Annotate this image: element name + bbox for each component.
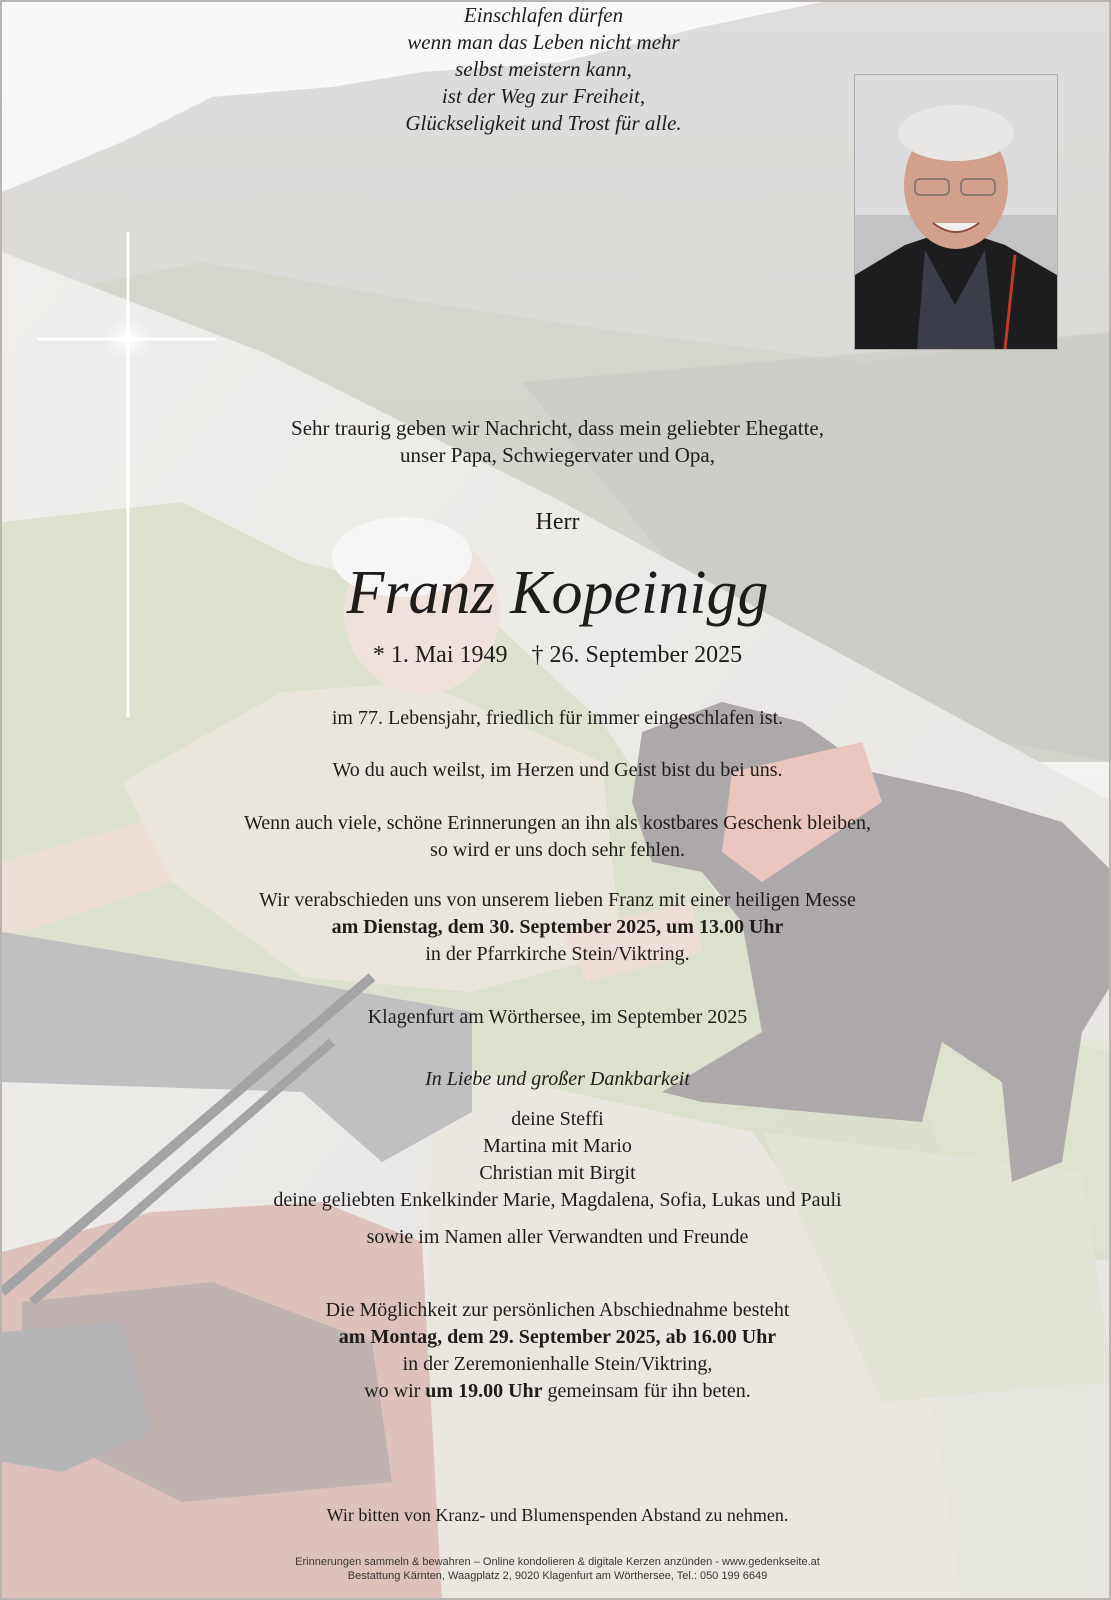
- mass-line: Wir verabschieden uns von unserem lieben Franz mit einer heiligen Messe: [259, 889, 856, 911]
- mourner: Christian mit Birgit: [479, 1162, 636, 1184]
- gratitude: In Liebe und großer Dankbarkeit: [425, 1068, 690, 1090]
- intro: [2, 415, 1111, 469]
- mourner: deine geliebten Enkelkinder Marie, Magdalena, Sofia, Lukas und Pauli: [273, 1189, 842, 1211]
- deceased-name: Franz Kopeinigg: [346, 559, 769, 627]
- memories-line: so wird er uns doch sehr fehlen.: [430, 839, 685, 861]
- farewell-prayer: wo wir um 19.00 Uhr gemeinsam für ihn beten.: [364, 1380, 751, 1402]
- poem: [2, 2, 1111, 137]
- death-date: † 26. September 2025: [531, 642, 743, 668]
- flowers-note: Wir bitten von Kranz- und Blumenspenden Abstand zu nehmen.: [326, 1505, 789, 1525]
- mourner: Martina mit Mario: [483, 1135, 632, 1157]
- farewell-date: am Montag, dem 29. September 2025, ab 16.00 Uhr: [338, 1326, 777, 1348]
- quote-text: Wo du auch weilst, im Herzen und Geist bist du bei uns.: [332, 759, 783, 781]
- farewell-line: Die Möglichkeit zur persönlichen Abschiednahme besteht: [325, 1299, 790, 1321]
- farewell-info: [2, 1297, 1111, 1405]
- relatives: sowie im Namen aller Verwandten und Freunde: [366, 1226, 749, 1248]
- mourners: [2, 1106, 1111, 1214]
- birth-date: * 1. Mai 1949: [372, 642, 508, 668]
- mourner: deine Steffi: [511, 1108, 604, 1130]
- place-date: Klagenfurt am Wörthersee, im September 2025: [367, 1006, 748, 1028]
- intro-line: unser Papa, Schwiegervater und Opa,: [400, 443, 715, 467]
- poem-line: selbst meistern kann,: [455, 57, 632, 81]
- mass-info: [2, 887, 1111, 968]
- footer-line: Bestattung Kärnten, Waagplatz 2, 9020 Klagenfurt am Wörthersee, Tel.: 050 199 6649: [347, 1570, 768, 1582]
- farewell-location: in der Zeremonienhalle Stein/Viktring,: [402, 1353, 713, 1375]
- poem-line: wenn man das Leben nicht mehr: [407, 30, 680, 54]
- mass-date: am Dienstag, dem 30. September 2025, um 13.00 Uhr: [331, 916, 784, 938]
- passed-text: im 77. Lebensjahr, friedlich für immer eingeschlafen ist.: [331, 707, 784, 729]
- footer-line: Erinnerungen sammeln & bewahren – Online kondolieren & digitale Kerzen anzünden - www.gedenkseite.at: [295, 1556, 820, 1568]
- memories: [2, 810, 1111, 864]
- memories-line: Wenn auch viele, schöne Erinnerungen an ihn als kostbares Geschenk bleiben,: [243, 812, 872, 834]
- poem-line: Glückseligkeit und Trost für alle.: [405, 111, 682, 135]
- life-dates: [2, 642, 1111, 669]
- poem-line: ist der Weg zur Freiheit,: [441, 84, 646, 108]
- salutation: Herr: [535, 509, 580, 535]
- mass-location: in der Pfarrkirche Stein/Viktring.: [425, 943, 690, 965]
- intro-line: Sehr traurig geben wir Nachricht, dass mein geliebter Ehegatte,: [291, 416, 824, 440]
- footer: [2, 1555, 1111, 1583]
- poem-line: Einschlafen dürfen: [463, 3, 624, 27]
